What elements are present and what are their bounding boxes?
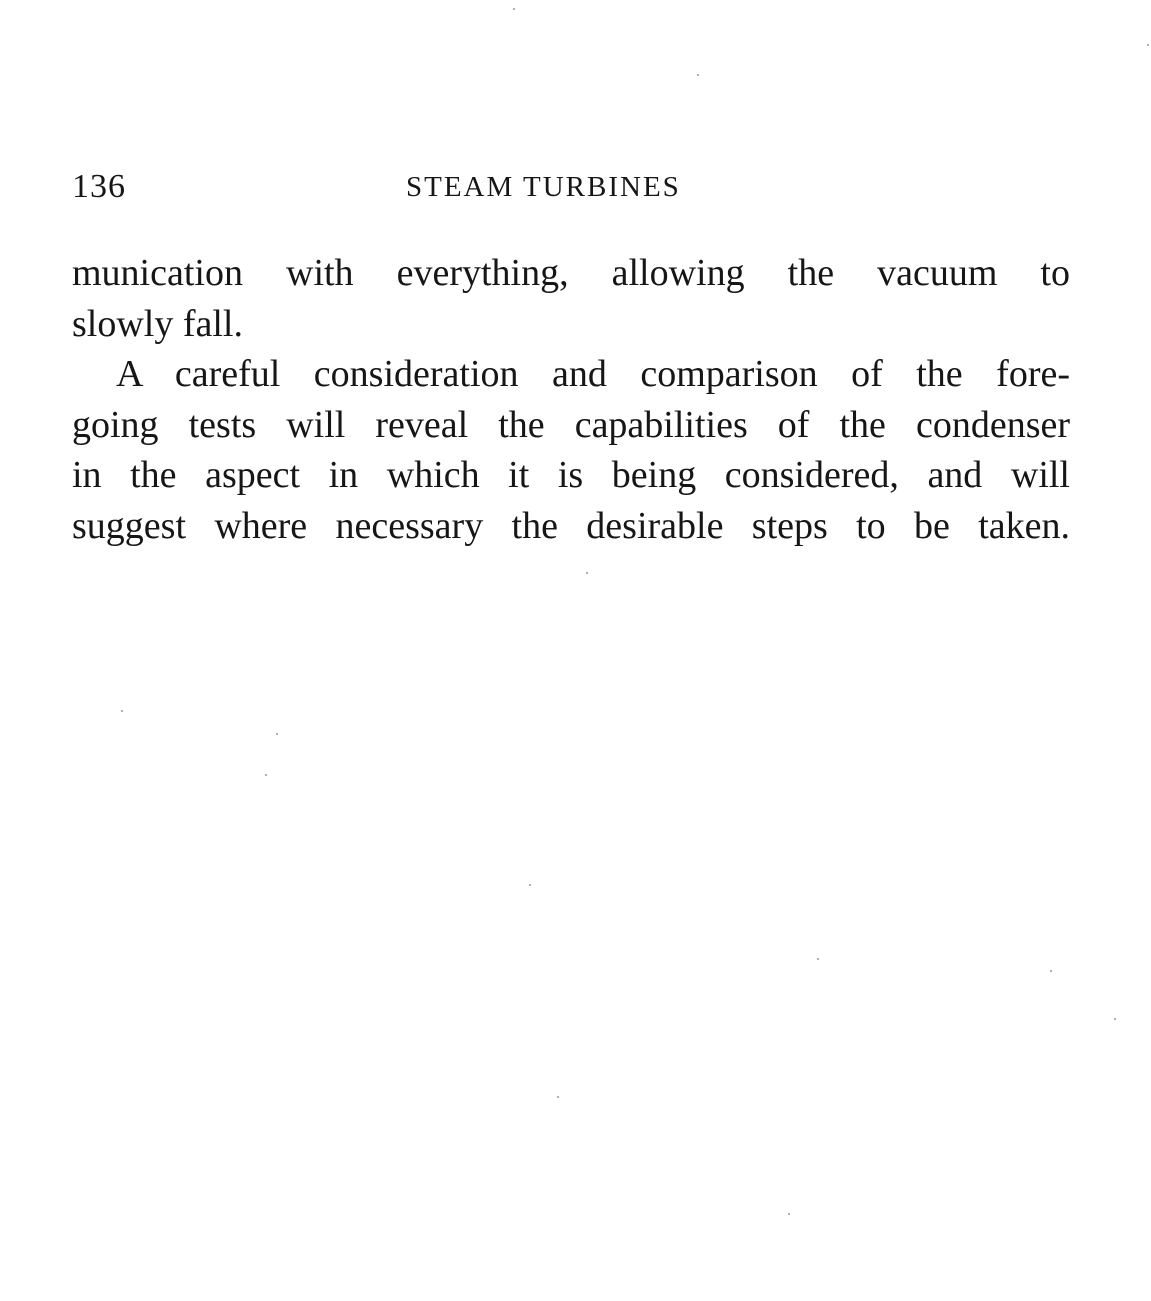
scan-speck	[1114, 1018, 1116, 1020]
text-line: slowly fall.	[72, 302, 243, 345]
scan-speck	[697, 74, 699, 76]
scan-speck	[788, 1213, 790, 1215]
page-number: 136	[72, 168, 126, 205]
text-line: munication with everything, allowing the vacuum to	[72, 252, 1070, 294]
text-line: suggest where necessary the desirable steps to be taken.	[72, 504, 1070, 547]
scan-speck	[817, 958, 819, 960]
scan-speck	[265, 774, 267, 776]
paragraph	[72, 248, 1070, 349]
text-line: in the aspect in which it is being considered, and will	[72, 454, 1070, 496]
body-text	[72, 248, 1070, 551]
running-title: STEAM TURBINES	[406, 171, 681, 203]
scan-speck	[121, 710, 123, 712]
running-head	[72, 162, 1070, 212]
scan-speck	[513, 8, 515, 10]
scan-speck	[529, 884, 531, 886]
text-line: going tests will reveal the capabilities of the condenser	[72, 403, 1070, 446]
scan-speck	[557, 1096, 559, 1098]
scan-speck	[276, 733, 278, 735]
paragraph	[72, 349, 1070, 551]
scan-speck	[1147, 44, 1149, 46]
text-line: A careful consideration and comparison of the fore-	[116, 353, 1070, 395]
scan-speck	[586, 572, 588, 574]
scan-speck	[1050, 970, 1052, 972]
